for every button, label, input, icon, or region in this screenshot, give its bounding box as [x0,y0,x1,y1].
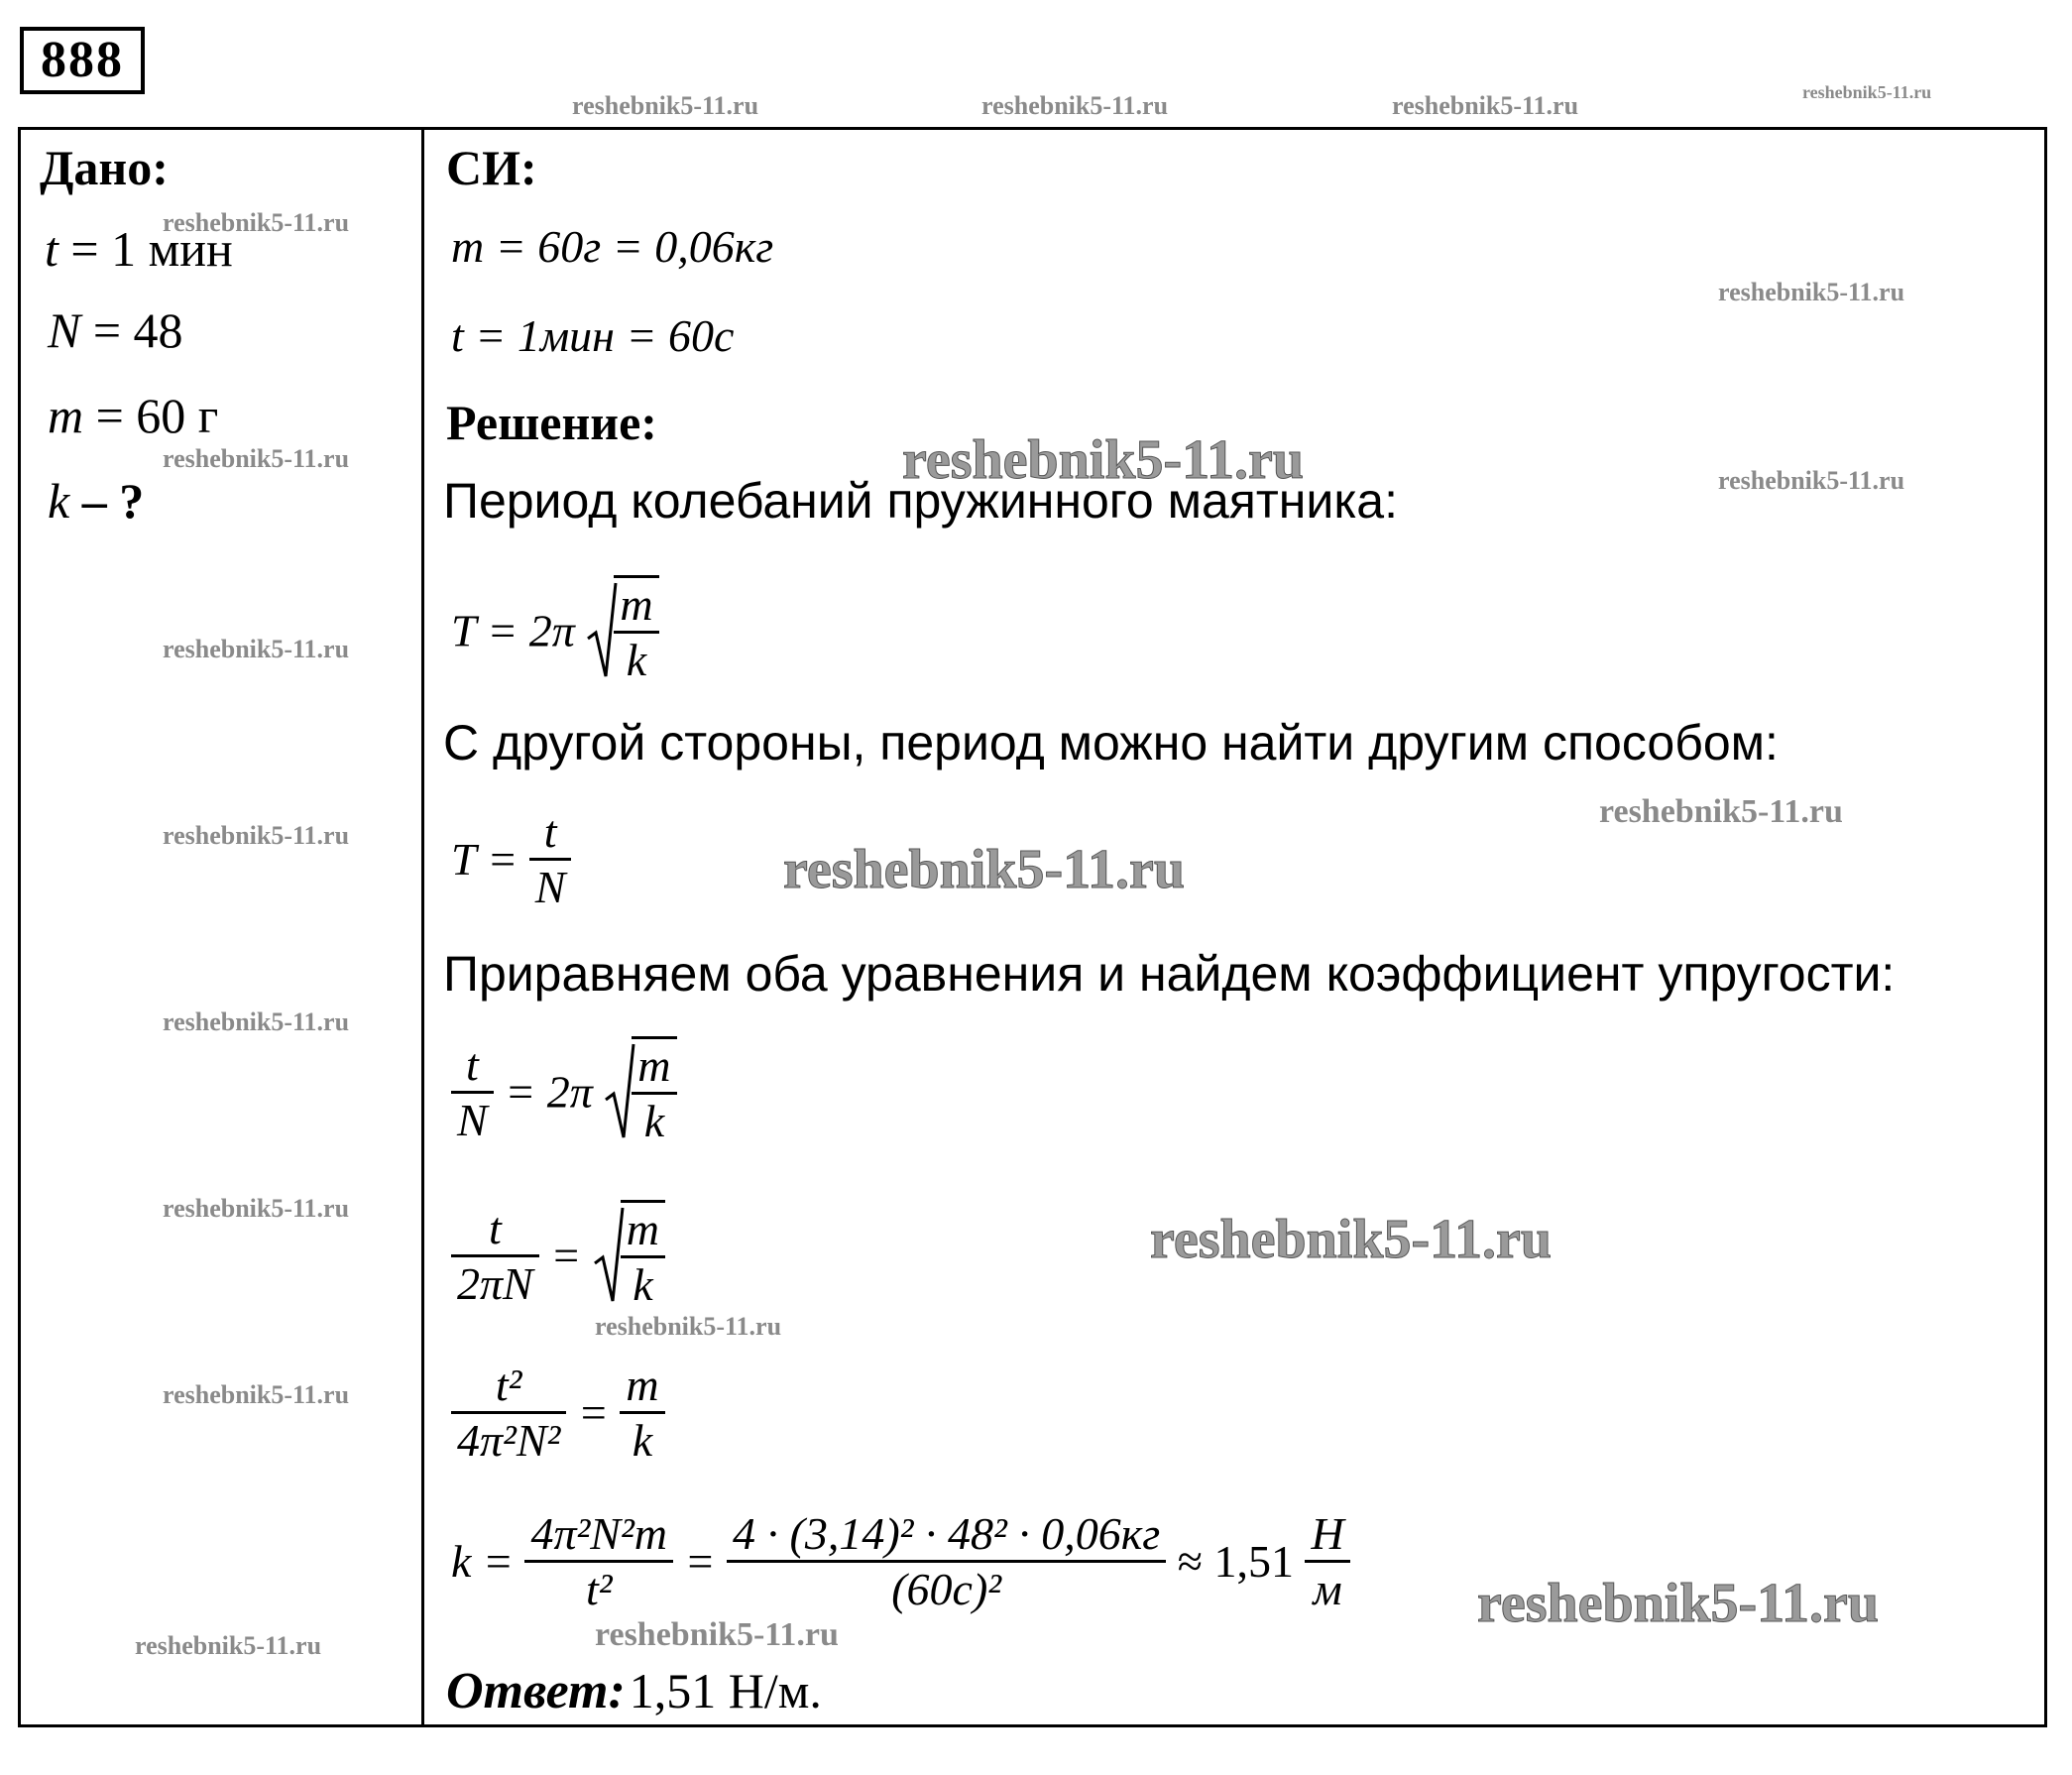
solution-text-3: Приравняем оба уравнения и найдем коэффициент упругости: [443,946,1896,1002]
formula-period-spring: T = 2π $\frac{m}{k}$ [451,575,659,686]
watermark: reshebnik5-11.ru [1392,91,1579,120]
watermark: reshebnik5-11.ru [1477,1573,1880,1634]
si-time: t = 1мин = 60с [451,310,735,361]
problem-number: 888 [20,27,145,94]
formula-final-calc: k = $\frac{\text{4π²N²m}}{\text{t²}}$ = $\frac{\text{4 · (3,14)² · 48² · 0,06кг}}{\text{(60с)²}}$ ≈ 1,51 $\frac{Н}{м}$ [451,1507,1350,1615]
formula-isolate-root: $\frac{t}{2\pi N}$ = $\frac{m}{k}$ [451,1200,665,1311]
given-line-n: N = 48 [48,302,183,358]
solution-text-2: С другой стороны, период можно найти другим способом: [443,715,1779,770]
watermark: reshebnik5-11.ru [1718,278,1905,306]
given-line-m: m = 60 г [48,388,219,443]
watermark: reshebnik5-11.ru [595,1616,839,1653]
answer-label: Ответ: [446,1663,626,1719]
given-line-k: k – ? [48,473,145,529]
si-mass: m = 60г = 0,06кг [451,221,774,272]
given-line-t: t = 1 мин [45,221,233,277]
watermark: reshebnik5-11.ru [1802,82,1932,102]
watermark: reshebnik5-11.ru [1718,466,1905,495]
si-heading: СИ: [446,140,537,195]
solution-text-1: Период колебаний пружинного маятника: [443,473,1398,529]
formula-equate: $\frac{t}{N}$ = 2π $\frac{m}{k}$ [451,1036,677,1147]
watermark: reshebnik5-11.ru [163,635,350,663]
watermark: reshebnik5-11.ru [135,1631,322,1660]
watermark: reshebnik5-11.ru [163,1007,350,1036]
watermark: reshebnik5-11.ru [595,1312,782,1341]
watermark: reshebnik5-11.ru [902,429,1305,491]
watermark: reshebnik5-11.ru [163,1380,350,1409]
formula-squared: $\frac{\text{t²}}{\text{4π²N²}}$ = $\frac{m}{k}$ [451,1359,665,1467]
answer [446,1662,822,1720]
watermark: reshebnik5-11.ru [163,821,350,850]
answer-value: 1,51 Н/м. [629,1663,822,1718]
watermark: reshebnik5-11.ru [163,444,350,473]
given-heading: Дано: [40,140,169,195]
watermark: reshebnik5-11.ru [163,1194,350,1223]
formula-period-count: T = $\frac{t}{N}$ [451,805,571,913]
solution-heading: Решение: [446,395,657,450]
watermark: reshebnik5-11.ru [1599,793,1843,830]
watermark: reshebnik5-11.ru [783,839,1186,900]
watermark: reshebnik5-11.ru [163,208,350,237]
watermark: reshebnik5-11.ru [981,91,1169,120]
column-divider [421,127,424,1727]
watermark: reshebnik5-11.ru [572,91,759,120]
watermark: reshebnik5-11.ru [1150,1209,1553,1270]
solution-frame [18,127,2047,1727]
